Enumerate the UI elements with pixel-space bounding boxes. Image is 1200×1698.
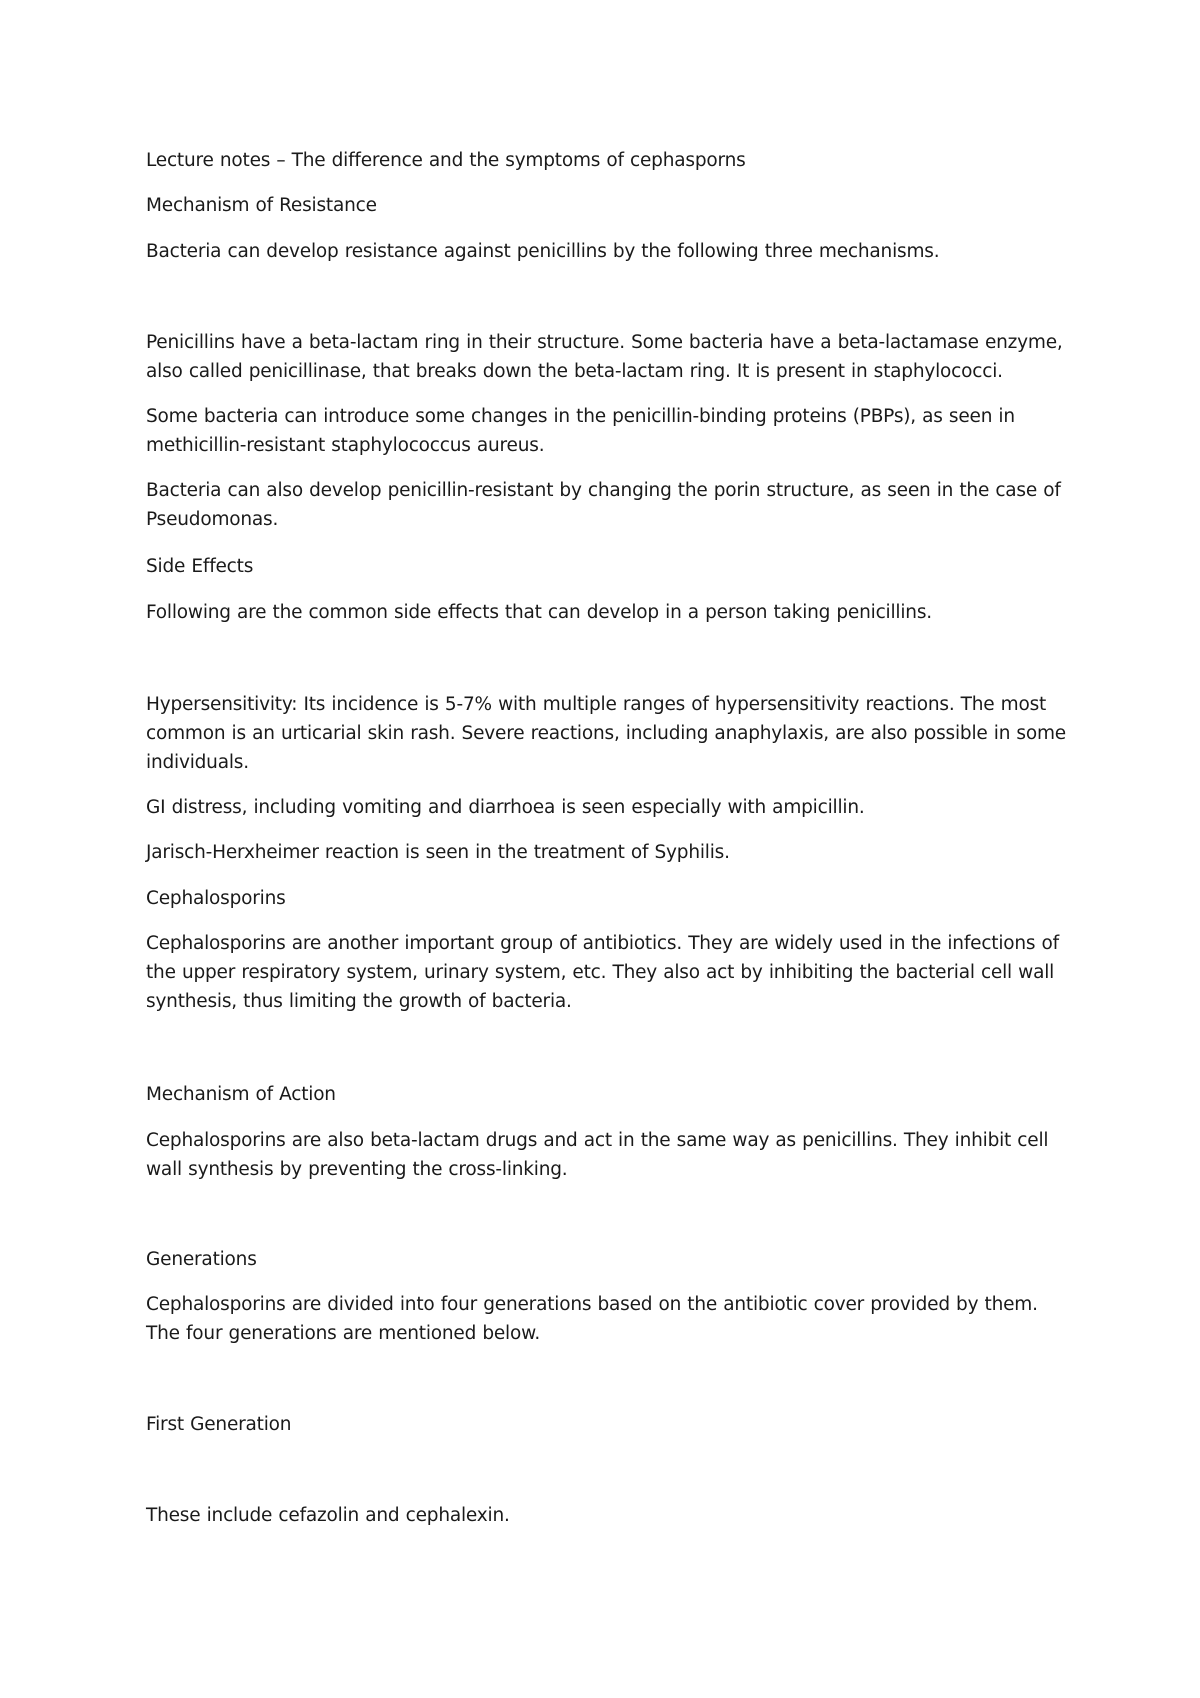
paragraph-jarisch-herxheimer: Jarisch-Herxheimer reaction is seen in the treatment of Syphilis.: [146, 842, 730, 863]
document-title: Lecture notes – The difference and the symptoms of cephasporns: [146, 150, 746, 171]
paragraph-cephalosporins-intro: Cephalosporins are another important group of antibiotics. They are widely used in the infections of the upper respiratory system, urinary system, etc. They also act by inhibiting the bacterial cell wall synthesis, thus limiting the growth of bacteria.: [146, 933, 1059, 1012]
heading-mechanism-of-resistance: Mechanism of Resistance: [146, 195, 377, 216]
heading-cephalosporins: Cephalosporins: [146, 888, 286, 909]
paragraph-first-generation: These include cefazolin and cephalexin.: [146, 1505, 510, 1526]
paragraph-mechanism-of-action: Cephalosporins are also beta-lactam drugs and act in the same way as penicillins. They inhibit cell wall synthesis by preventing the cross-linking.: [146, 1130, 1049, 1180]
heading-side-effects: Side Effects: [146, 556, 254, 577]
heading-mechanism-of-action: Mechanism of Action: [146, 1084, 336, 1105]
paragraph-beta-lactamase: Penicillins have a beta-lactam ring in their structure. Some bacteria have a beta-lactamase enzyme, also called penicillinase, that breaks down the beta-lactam ring. It is present in staphylococci.: [146, 332, 1063, 382]
paragraph-resistance-intro: Bacteria can develop resistance against penicillins by the following three mechanisms.: [146, 241, 940, 262]
paragraph-gi-distress: GI distress, including vomiting and diarrhoea is seen especially with ampicillin.: [146, 797, 865, 818]
paragraph-generations-intro: Cephalosporins are divided into four generations based on the antibiotic cover provided by them. The four generations are mentioned below.: [146, 1294, 1038, 1344]
paragraph-pbps: Some bacteria can introduce some changes in the penicillin-binding proteins (PBPs), as seen in methicillin-resistant staphylococcus aureus.: [146, 406, 1015, 456]
paragraph-hypersensitivity: Hypersensitivity: Its incidence is 5-7% with multiple ranges of hypersensitivity reactions. The most common is an urticarial skin rash. Severe reactions, including anaphylaxis, are also possible in some individuals.: [146, 694, 1066, 773]
heading-generations: Generations: [146, 1249, 257, 1270]
paragraph-porin: Bacteria can also develop penicillin-resistant by changing the porin structure, as seen in the case of Pseudomonas.: [146, 480, 1061, 530]
paragraph-side-effects-intro: Following are the common side effects that can develop in a person taking penicillins.: [146, 602, 932, 623]
heading-first-generation: First Generation: [146, 1414, 292, 1435]
